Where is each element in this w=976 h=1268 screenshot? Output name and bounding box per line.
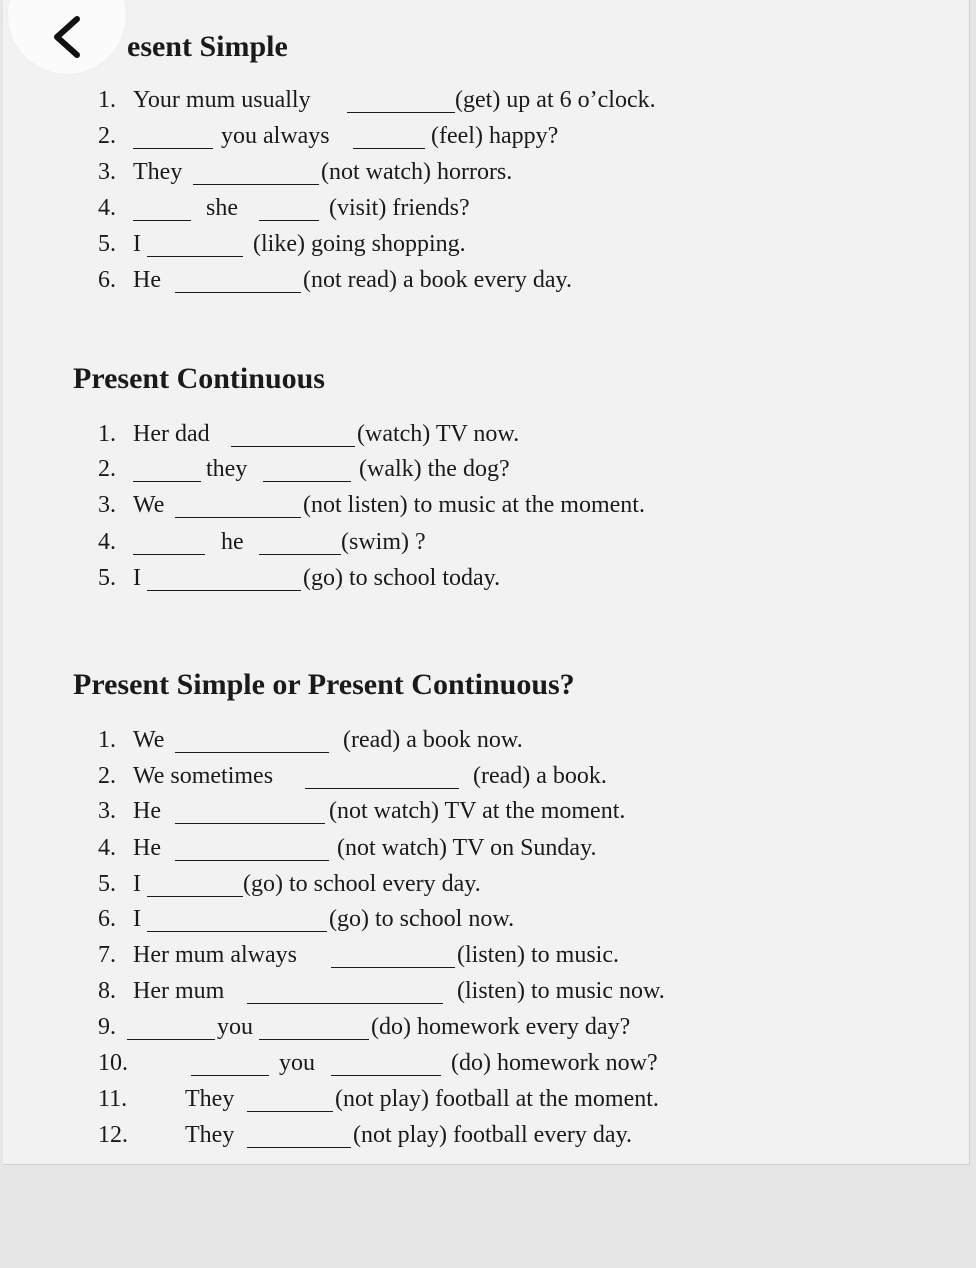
exercise-line: 5. I (go) to school today. [98, 565, 501, 591]
exercise-line: 6. He (not read) a book every day. [98, 267, 572, 293]
answer-blank[interactable] [247, 1111, 333, 1112]
exercise-line: 2. We sometimes (read) a book. [98, 763, 607, 789]
answer-blank[interactable] [147, 931, 327, 932]
exercise-line: 4. He (not watch) TV on Sunday. [98, 835, 597, 861]
exercise-line: 3. He (not watch) TV at the moment. [98, 798, 626, 824]
exercise-line: 10. you (do) homework now? [98, 1050, 658, 1076]
answer-blank[interactable] [147, 590, 301, 591]
exercise-line: 7. Her mum always (listen) to music. [98, 942, 619, 968]
answer-blank[interactable] [191, 1075, 269, 1076]
answer-blank[interactable] [175, 517, 301, 518]
answer-blank[interactable] [259, 220, 319, 221]
answer-blank[interactable] [175, 752, 329, 753]
answer-blank[interactable] [259, 1039, 369, 1040]
exercise-line: 1. We (read) a book now. [98, 727, 523, 753]
answer-blank[interactable] [147, 256, 243, 257]
exercise-line: 11. They (not play) football at the moment. [98, 1086, 659, 1112]
exercise-line: 2. you always (feel) happy? [98, 123, 559, 149]
answer-blank[interactable] [133, 220, 191, 221]
answer-blank[interactable] [193, 184, 319, 185]
answer-blank[interactable] [175, 860, 329, 861]
worksheet-page [3, 0, 970, 1165]
answer-blank[interactable] [147, 896, 243, 897]
answer-blank[interactable] [175, 292, 301, 293]
exercise-line: 9. you (do) homework every day? [98, 1014, 631, 1040]
section-title-present-continuous: Present Continuous [73, 362, 325, 395]
chevron-left-icon [47, 15, 87, 59]
exercise-line: 1. Her dad (watch) TV now. [98, 421, 520, 447]
exercise-line: 2. they (walk) the dog? [98, 456, 510, 482]
exercise-line: 12. They (not play) football every day. [98, 1122, 633, 1148]
answer-blank[interactable] [347, 112, 455, 113]
answer-blank[interactable] [331, 1075, 441, 1076]
answer-blank[interactable] [133, 148, 213, 149]
answer-blank[interactable] [133, 481, 201, 482]
answer-blank[interactable] [175, 823, 325, 824]
exercise-line: 5. I (go) to school every day. [98, 871, 481, 897]
answer-blank[interactable] [353, 148, 425, 149]
exercise-line: 4. he (swim) ? [98, 529, 426, 555]
answer-blank[interactable] [127, 1039, 215, 1040]
answer-blank[interactable] [259, 554, 341, 555]
exercise-line: 6. I (go) to school now. [98, 906, 515, 932]
back-button[interactable] [8, 0, 126, 74]
answer-blank[interactable] [331, 967, 455, 968]
exercise-line: 3. They (not watch) horrors. [98, 159, 513, 185]
answer-blank[interactable] [231, 446, 355, 447]
answer-blank[interactable] [263, 481, 351, 482]
exercise-line: 8. Her mum (listen) to music now. [98, 978, 665, 1004]
section-title-simple-or-continuous: Present Simple or Present Continuous? [73, 668, 575, 701]
answer-blank[interactable] [133, 554, 205, 555]
answer-blank[interactable] [247, 1003, 443, 1004]
section-title-present-simple: esent Simple [127, 30, 288, 63]
answer-blank[interactable] [305, 788, 459, 789]
exercise-line: 1. Your mum usually (get) up at 6 o’clock. [98, 87, 656, 113]
exercise-line: 5. I (like) going shopping. [98, 231, 466, 257]
answer-blank[interactable] [247, 1147, 351, 1148]
exercise-line: 4. she (visit) friends? [98, 195, 470, 221]
exercise-line: 3. We (not listen) to music at the moment. [98, 492, 645, 518]
